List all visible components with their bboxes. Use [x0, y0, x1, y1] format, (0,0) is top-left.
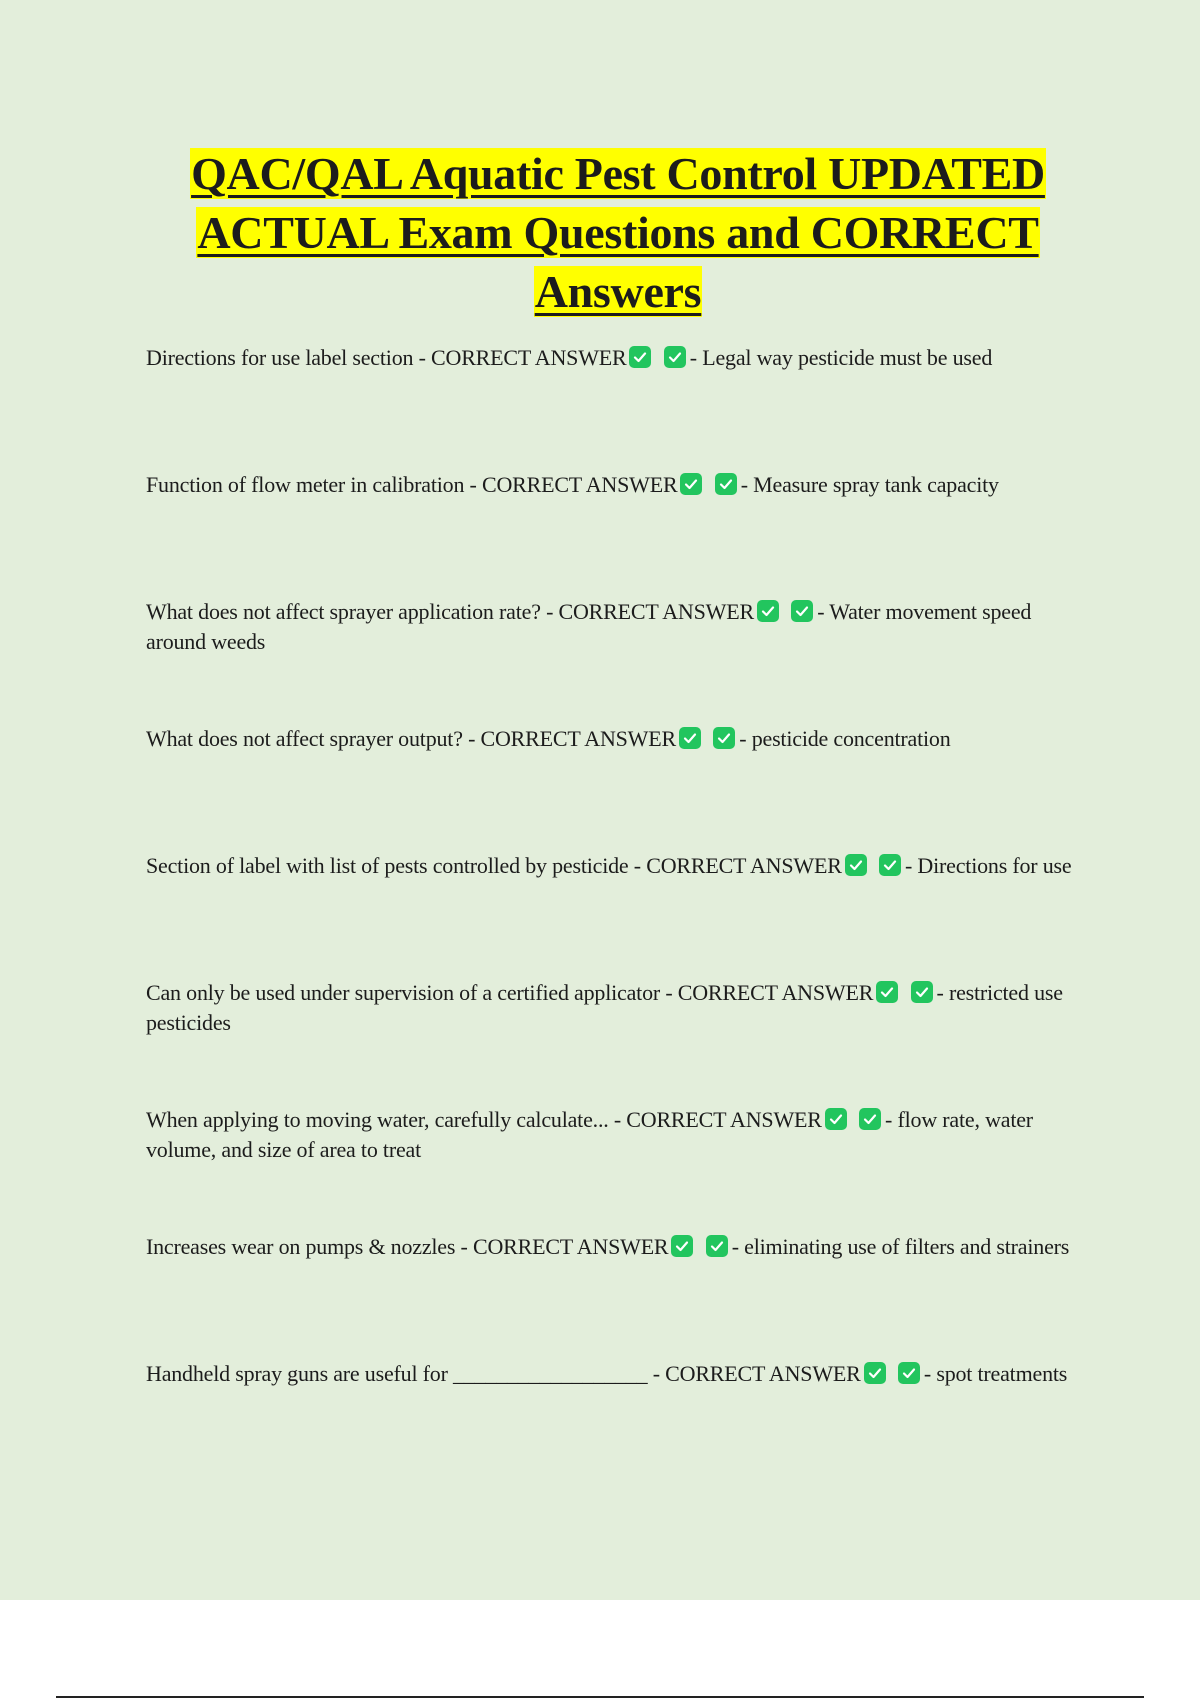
check-box-icon	[679, 727, 701, 749]
check-box-icon	[791, 600, 813, 622]
answer-text: eliminating use of filters and strainers	[744, 1234, 1070, 1259]
answer-text: Water movement speed around weeds	[146, 599, 1032, 654]
answer-text: Measure spray tank capacity	[753, 472, 999, 497]
check-box-icon	[864, 1362, 886, 1384]
answer-marker: CORRECT ANSWER	[646, 853, 842, 878]
question-text: Handheld spray guns are useful for __________________	[146, 1361, 648, 1386]
document-title-text: QAC/QAL Aquatic Pest Control UPDATED ACTUAL Exam Questions and CORRECT Answers	[191, 148, 1045, 317]
answer-marker: CORRECT ANSWER	[677, 980, 874, 1005]
check-box-icon	[629, 346, 651, 368]
qa-item: Directions for use label section - CORRECT ANSWER - Legal way pesticide must be used	[146, 345, 993, 370]
check-box-icon	[876, 981, 898, 1003]
title-block	[140, 144, 1096, 321]
answer-marker: CORRECT ANSWER	[626, 1107, 822, 1132]
question-text: Increases wear on pumps & nozzles	[146, 1234, 456, 1259]
qa-item: Section of label with list of pests controlled by pesticide - CORRECT ANSWER - Directions for use	[146, 853, 1072, 878]
question-text: When applying to moving water, carefully calculate...	[146, 1107, 609, 1132]
check-box-icon	[713, 727, 735, 749]
question-text: Directions for use label section	[146, 345, 414, 370]
answer-text: flow rate, water volume, and size of area to treat	[146, 1107, 1033, 1162]
answer-text: restricted use pesticides	[146, 980, 1063, 1035]
check-box-icon	[859, 1108, 881, 1130]
qa-item: Function of flow meter in calibration - CORRECT ANSWER - Measure spray tank capacity	[146, 472, 999, 497]
answer-marker: CORRECT ANSWER	[472, 1234, 669, 1259]
qa-item: When applying to moving water, carefully calculate... - CORRECT ANSWER - flow rate, water volume, and size of area to treat	[146, 1107, 1033, 1162]
check-box-icon	[671, 1235, 693, 1257]
check-box-icon	[845, 854, 867, 876]
qa-item: What does not affect sprayer application rate? - CORRECT ANSWER - Water movement speed around weeds	[146, 599, 1032, 654]
check-box-icon	[757, 600, 779, 622]
answer-marker: CORRECT ANSWER	[480, 726, 676, 751]
check-box-icon	[911, 981, 933, 1003]
check-box-icon	[715, 473, 737, 495]
answer-text: Legal way pesticide must be used	[702, 345, 993, 370]
check-box-icon	[879, 854, 901, 876]
question-text: Section of label with list of pests controlled by pesticide	[146, 853, 629, 878]
footer-divider	[56, 1696, 1144, 1698]
answer-marker: CORRECT ANSWER	[431, 345, 627, 370]
check-box-icon	[898, 1362, 920, 1384]
answer-text: pesticide concentration	[751, 726, 951, 751]
check-box-icon	[680, 473, 702, 495]
document-title	[140, 144, 1096, 321]
qa-item: Handheld spray guns are useful for __________________ - CORRECT ANSWER - spot treatments	[146, 1361, 1068, 1386]
answer-text: spot treatments	[936, 1361, 1068, 1386]
qa-item: Increases wear on pumps & nozzles - CORRECT ANSWER - eliminating use of filters and strainers	[146, 1234, 1070, 1259]
answer-marker: CORRECT ANSWER	[558, 599, 754, 624]
check-box-icon	[825, 1108, 847, 1130]
qa-item: What does not affect sprayer output? - CORRECT ANSWER - pesticide concentration	[146, 726, 951, 751]
question-text: Can only be used under supervision of a certified applicator	[146, 980, 661, 1005]
qa-item: Can only be used under supervision of a certified applicator - CORRECT ANSWER - restricted use pesticides	[146, 980, 1063, 1035]
question-text: Function of flow meter in calibration	[146, 472, 465, 497]
question-text: What does not affect sprayer application rate?	[146, 599, 541, 624]
check-box-icon	[664, 346, 686, 368]
answer-text: Directions for use	[917, 853, 1072, 878]
answer-marker: CORRECT ANSWER	[665, 1361, 861, 1386]
answer-marker: CORRECT ANSWER	[481, 472, 678, 497]
question-text: What does not affect sprayer output?	[146, 726, 463, 751]
check-box-icon	[706, 1235, 728, 1257]
